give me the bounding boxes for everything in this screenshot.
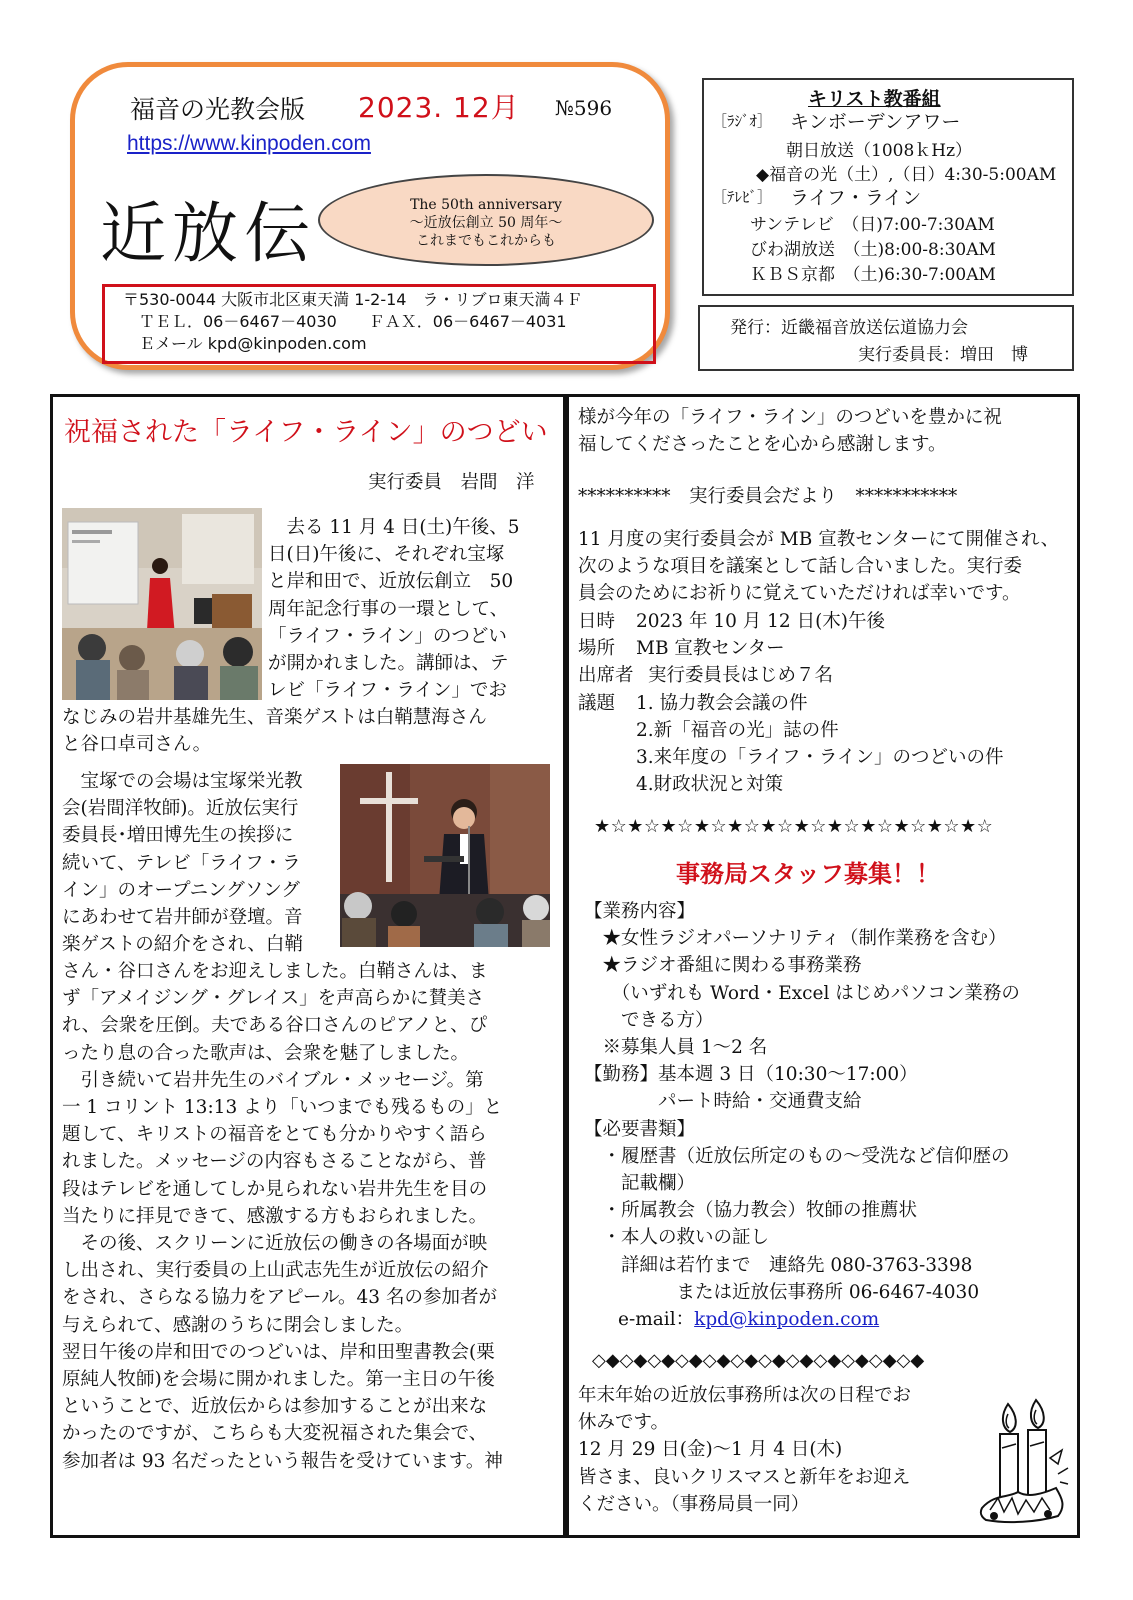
recruit-line: ※募集人員 1～2 名	[584, 1037, 768, 1059]
article-line: 段はテレビを通してしか見られない岩井先生を目の	[62, 1178, 488, 1200]
recruit-line: ★ラジオ番組に関わる事務業務	[584, 955, 862, 977]
recruit-line: できる方）	[584, 1009, 714, 1031]
recruit-line: （いずれも Word・Excel はじめパソコン業務の	[584, 982, 1020, 1004]
address-box	[102, 284, 656, 364]
meeting-value: MB 宣教センター	[636, 638, 785, 660]
article-continuation	[578, 404, 1068, 458]
issue-date: 2023. 12月	[358, 91, 520, 124]
article-line: 去る 11 月 4 日(土)午後、5	[268, 517, 520, 538]
star-divider: ★☆★☆★☆★☆★☆★☆★☆★☆★☆★☆★☆★☆	[594, 816, 994, 837]
issue-number: №596	[555, 96, 613, 120]
article-paragraph	[62, 704, 552, 758]
church-edition: 福音の光教会版	[130, 95, 306, 124]
recruit-line: または近放伝事務所 06-6467-4030	[584, 1281, 980, 1303]
article-line: が開かれました。講師は、テ	[268, 653, 509, 675]
event-photo-speaker	[340, 764, 550, 947]
article-line: 続いて、テレビ「ライフ・ラ	[62, 852, 301, 874]
agenda-label: 議題	[578, 692, 616, 714]
notice-line: ください。（事務局員一同）	[578, 1493, 810, 1515]
email-line: Ｅメール kpd@kinpoden.com	[123, 334, 367, 353]
article-line: さん・谷口さんをお迎えしました。白鞘さんは、ま	[62, 961, 488, 982]
notice-line: 12 月 29 日(金)～1 月 4 日(木)	[578, 1439, 843, 1461]
agenda-item: 2.新「福音の光」誌の件	[636, 719, 839, 741]
recruit-line: 【必要書類】	[584, 1118, 696, 1140]
article-line: ず「アメイジング・グレイス」を声高らかに賛美さ	[62, 988, 485, 1010]
article-line: 翌日午後の岸和田でのつどいは、岸和田聖書教会(栗	[62, 1341, 495, 1363]
email-label: e-mail：	[618, 1309, 695, 1331]
anniversary-line: ～近放伝創立 50 周年～	[409, 215, 563, 231]
article-line: 様が今年の「ライフ・ライン」のつどいを豊かに祝	[578, 407, 1002, 428]
tv-slot: サンテレビ （日)7:00-7:30AM	[750, 215, 995, 235]
diamond-divider: ◇◆◇◆◇◆◇◆◇◆◇◆◇◆◇◆◇◆◇◆◇◆◇◆	[592, 1350, 925, 1371]
article-title: 祝福された「ライフ・ライン」のつどい	[64, 417, 548, 448]
article-line: 福してくださったことを心から感謝します。	[578, 434, 947, 456]
article-line: 引き続いて岩井先生のバイブル・メッセージ。第	[62, 1069, 484, 1091]
tv-slot: びわ湖放送 （土)8:00-8:30AM	[750, 240, 996, 260]
anniversary-badge	[318, 174, 654, 266]
publisher-box	[698, 305, 1074, 371]
committee-intro	[578, 526, 1068, 608]
notice-line: 皆さま、良いクリスマスと新年をお迎え	[578, 1466, 911, 1488]
article-line: 「ライフ・ライン」のつどい	[268, 625, 507, 647]
radio-program-name: キンボーデンアワー	[790, 111, 961, 133]
recruit-line: ★女性ラジオパーソナリティ（制作業務を含む）	[584, 928, 1007, 950]
meeting-value: 実行委員長はじめ７名	[648, 665, 834, 687]
anniversary-line: The 50th anniversary	[410, 197, 562, 213]
meeting-label: 出席者	[578, 665, 634, 687]
meeting-label: 日時	[578, 611, 616, 632]
article-line: 宝塚での会場は宝塚栄光教	[62, 771, 303, 792]
article-line: 参加者は 93 名だったという報告を受けています。神	[62, 1450, 503, 1472]
tv-tag: ［ﾃﾚﾋﾞ］	[712, 188, 773, 206]
radio-station: 朝日放送（1008ｋHz）	[786, 141, 973, 161]
committee-line: 次のような項目を議案として話し合いました。実行委	[578, 556, 1023, 578]
committee-chair: 実行委員長：増田 博	[858, 345, 1028, 365]
article-line: 日(日)午後に、それぞれ宝塚	[268, 544, 505, 566]
program-title: キリスト教番組	[808, 88, 941, 110]
recruit-line: 【勤務】基本週 3 日（10:30～17:00）	[584, 1064, 918, 1086]
article-line: 一 1 コリント 13:13 より「いつまでも残るもの」と	[62, 1097, 503, 1119]
article-line: 原純人牧師)を会場に開かれました。第一主日の午後	[62, 1369, 495, 1391]
anniversary-line: これまでもこれからも	[416, 233, 556, 249]
article-line: 会(岩間洋牧師)。近放伝実行	[62, 798, 299, 820]
article-line: イン」のオープニングソング	[62, 879, 300, 901]
article-line: れ、会衆を圧倒。夫である谷口さんのピアノと、ぴ	[62, 1015, 488, 1037]
address-line: 〒530-0044 大阪市北区東天満 1-2-14 ラ・リブロ東天満４Ｆ	[123, 290, 583, 309]
agenda-item: 3.来年度の「ライフ・ライン」のつどいの件	[636, 747, 1004, 769]
committee-line: 員会のためにお祈りに覚えていただければ幸いです。	[578, 583, 1021, 605]
program-schedule-box	[702, 78, 1074, 296]
article-line: をされ、さらなる協力をアピール。43 名の参加者が	[62, 1287, 497, 1309]
article-paragraph	[62, 958, 552, 1475]
agenda-item: 4.財政状況と対策	[636, 774, 784, 796]
article-paragraph	[62, 768, 338, 958]
phone-fax-line: ＴＥＬ．06－6467－4030 ＦＡＸ．06－6467－4031	[123, 312, 567, 331]
tv-slot: ＫＢＳ京都 （土)6:30-7:00AM	[750, 265, 996, 285]
article-line: と岸和田で、近放伝創立 50	[268, 571, 514, 593]
recruit-line: ・本人の救いの証し	[584, 1227, 770, 1249]
article-author: 実行委員 岩間 洋	[368, 472, 535, 493]
committee-line: 11 月度の実行委員会が MB 宣教センターにて開催され、	[578, 529, 1060, 550]
article-line: にあわせて岩井師が登壇。音	[62, 907, 303, 929]
article-line: かったのですが、こちらも大変祝福された集会で、	[62, 1423, 488, 1445]
article-line: 楽ゲストの紹介をされ、白鞘	[62, 934, 303, 956]
recruit-title: 事務局スタッフ募集！！	[676, 860, 940, 888]
meeting-label: 場所	[578, 638, 616, 660]
article-line: 周年記念行事の一環として、	[268, 598, 509, 620]
article-line: ったり息の合った歌声は、会衆を魅了しました。	[62, 1042, 470, 1064]
article-line: その後、スクリーンに近放伝の働きの各場面が映	[62, 1233, 488, 1255]
recruit-line: パート時給・交通費支給	[584, 1091, 862, 1113]
recruit-line: 記載欄）	[584, 1173, 696, 1195]
recruit-details	[584, 898, 1074, 1333]
radio-slot: ◆福音の光（土）,（日）4:30-5:00AM	[756, 165, 1057, 185]
newsletter-title: 近放伝	[100, 195, 316, 272]
website-link[interactable]: https://www.kinpoden.com	[127, 132, 371, 155]
article-line: レビ「ライフ・ライン」でお	[268, 680, 507, 702]
article-line: 委員長･増田博先生の挨拶に	[62, 825, 294, 847]
tv-program-name: ライフ・ライン	[790, 187, 922, 209]
holiday-notice	[578, 1382, 958, 1518]
meeting-details	[578, 608, 1068, 798]
meeting-value: 2023 年 10 月 12 日(木)午後	[636, 611, 886, 632]
event-photo-singer	[62, 508, 262, 700]
notice-line: 休みです。	[578, 1412, 670, 1434]
recruit-line: ・所属教会（協力教会）牧師の推薦状	[584, 1200, 918, 1222]
recruit-line: ・履歴書（近放伝所定のもの～受洗など信仰歴の	[584, 1145, 1010, 1167]
email-link[interactable]: kpd@kinpoden.com	[694, 1309, 880, 1331]
article-line: し出され、実行委員の上山武志先生が近放伝の紹介	[62, 1260, 489, 1282]
publisher-name: 発行：近畿福音放送伝道協力会	[730, 318, 968, 338]
recruit-line: 詳細は若竹まで 連絡先 080-3763-3398	[584, 1254, 973, 1276]
article-line: と谷口卓司さん。	[62, 734, 212, 756]
radio-tag: ［ﾗｼﾞｵ］	[712, 112, 773, 130]
article-line: れました。メッセージの内容もさることながら、普	[62, 1151, 487, 1173]
article-line: ということで、近放伝からは参加することが出来な	[62, 1396, 488, 1418]
recruit-line: 【業務内容】	[584, 901, 696, 922]
article-paragraph	[268, 514, 552, 704]
article-line: 当たりに拝見できて、感激する方もおられました。	[62, 1205, 488, 1227]
committee-heading: ********** 実行委員会だより ***********	[578, 486, 958, 507]
agenda-item: 1. 協力教会会議の件	[636, 692, 808, 714]
article-line: 題して、キリストの福音をとても分かりやすく語ら	[62, 1124, 487, 1146]
notice-line: 年末年始の近放伝事務所は次の日程でお	[578, 1385, 912, 1406]
article-line: なじみの岩井基雄先生、音楽ゲストは白鞘慧海さん	[62, 707, 487, 728]
article-line: 与えられて、感謝のうちに閉会しました。	[62, 1314, 414, 1336]
candle-icon	[978, 1398, 1070, 1528]
